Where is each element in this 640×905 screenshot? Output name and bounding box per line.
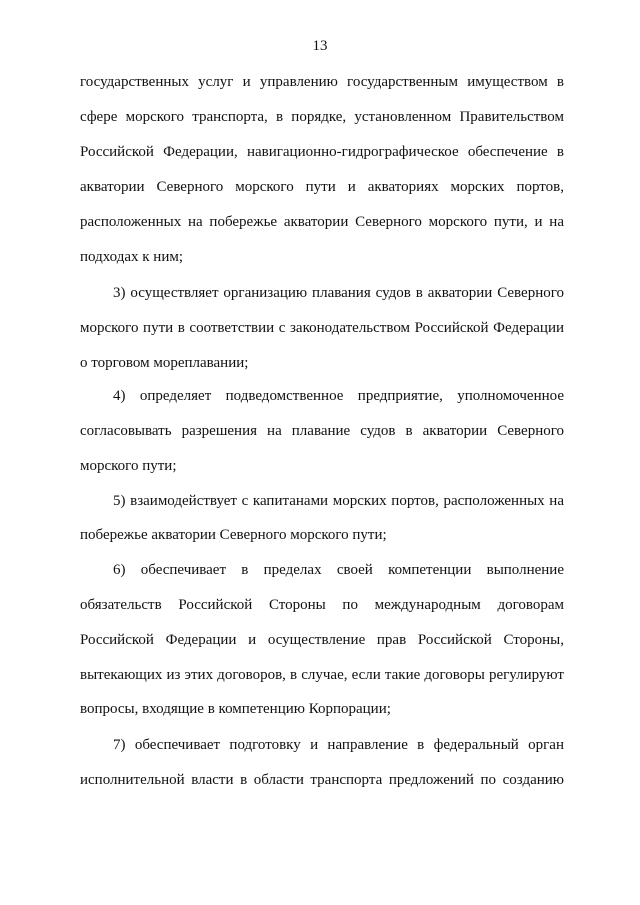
text-line: обязательств Российской Стороны по международным договорам	[80, 597, 564, 613]
text-line: Российской Федерации, навигационно-гидрографическое обеспечение в	[80, 144, 564, 160]
text-line: 3) осуществляет организацию плавания судов в акватории Северного	[113, 285, 564, 301]
text-line: 4) определяет подведомственное предприятие, уполномоченное	[113, 388, 564, 404]
text-line: расположенных на побережье акватории Северного морского пути, и на	[80, 214, 564, 230]
text-line: акватории Северного морского пути и акваториях морских портов,	[80, 179, 564, 195]
text-line: согласовывать разрешения на плавание судов в акватории Северного	[80, 423, 564, 439]
text-line: о торговом мореплавании;	[80, 355, 249, 371]
text-line: подходах к ним;	[80, 249, 184, 265]
text-line: 7) обеспечивает подготовку и направление в федеральный орган	[113, 737, 564, 753]
text-line: морского пути;	[80, 458, 177, 474]
text-line: 5) взаимодействует с капитанами морских портов, расположенных на	[113, 493, 564, 509]
text-line: побережье акватории Северного морского пути;	[80, 527, 387, 543]
text-line: морского пути в соответствии с законодательством Российской Федерации	[80, 320, 564, 336]
text-line: сфере морского транспорта, в порядке, установленном Правительством	[80, 109, 564, 125]
text-line: исполнительной власти в области транспорта предложений по созданию	[80, 772, 564, 788]
text-line: государственных услуг и управлению государственным имуществом в	[80, 74, 564, 90]
page-number: 13	[312, 38, 328, 54]
text-line: вопросы, входящие в компетенцию Корпорации;	[80, 701, 391, 717]
text-line: 6) обеспечивает в пределах своей компетенции выполнение	[113, 562, 564, 578]
text-line: вытекающих из этих договоров, в случае, если такие договоры регулируют	[80, 667, 564, 683]
text-line: Российской Федерации и осуществление прав Российской Стороны,	[80, 632, 564, 648]
